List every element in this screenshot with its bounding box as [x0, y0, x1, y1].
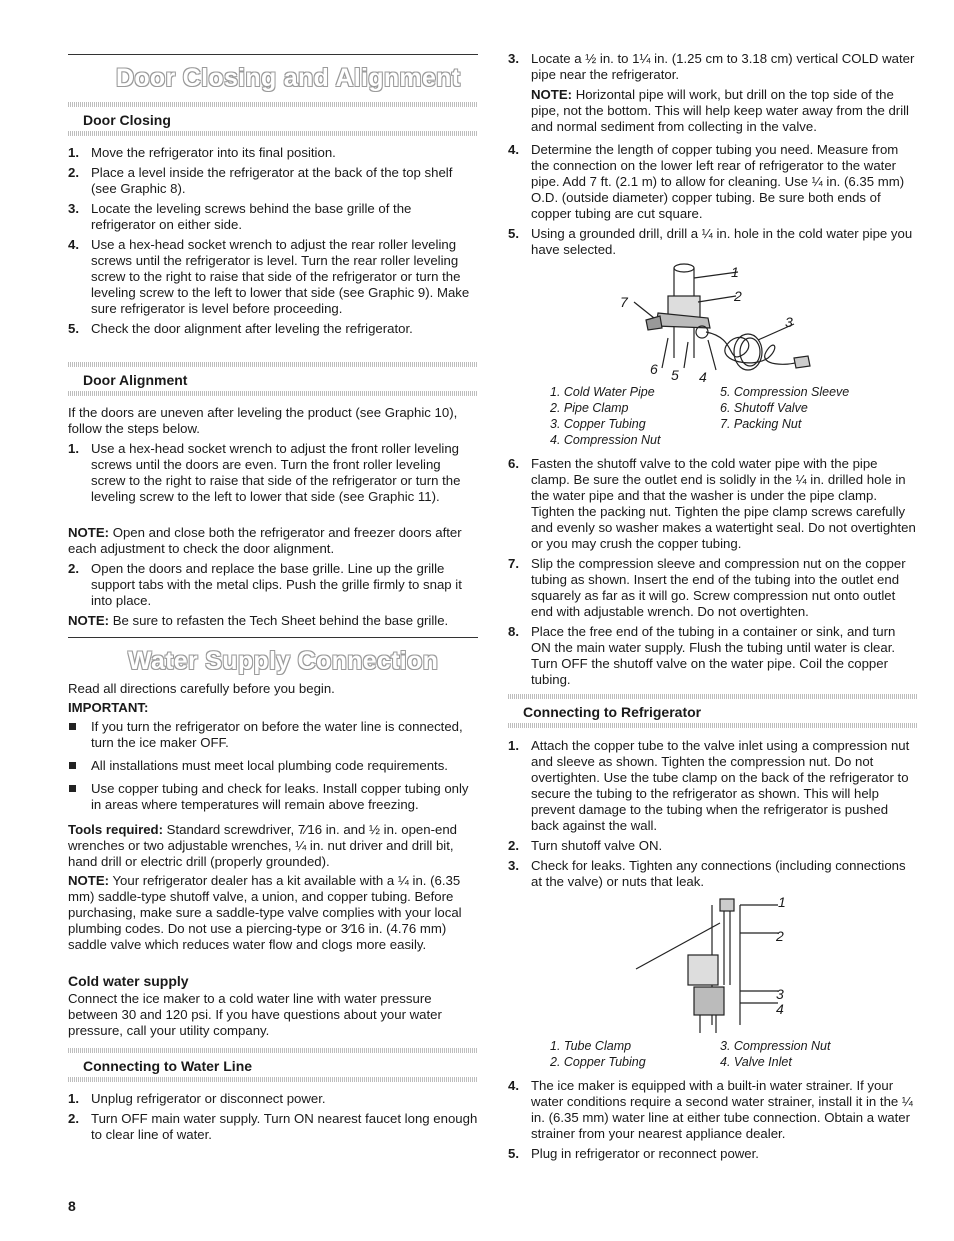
valve-inlet-diagram [628, 895, 788, 1035]
divider [68, 391, 478, 396]
step-item: 3. Check for leaks. Tighten any connections (including connections at the valve) or nuts that leak. [508, 858, 906, 889]
cold-water-heading: Cold water supply [68, 973, 189, 989]
step-item: 2. Open the doors and replace the base grille. Line up the grille support tabs with the metal clips. Push the grille firmly to snap it into place. [68, 561, 462, 608]
callout-4: 4 [699, 369, 707, 385]
important-label: IMPORTANT: [68, 700, 149, 715]
step-item: 2. Place a level inside the refrigerator at the back of the top shelf (see Graphic 8). [68, 165, 453, 196]
water-section-title: Water Supply Connection [128, 647, 439, 675]
section-rule [68, 637, 478, 638]
page-number: 8 [68, 1198, 76, 1214]
step-item: 5. Using a grounded drill, drill a ¼ in. hole in the cold water pipe you have selected. [508, 226, 913, 257]
divider [68, 102, 478, 107]
callout-3: 3 [785, 314, 793, 330]
alignment-intro: If the doors are uneven after leveling the product (see Graphic 10), follow the steps below. [68, 405, 458, 436]
step-item: 5. Plug in refrigerator or reconnect power. [508, 1146, 759, 1161]
cold-water-text: Connect the ice maker to a cold water line with water pressure between 30 and 120 psi. If you have questions about your water pressure, call your utility company. [68, 991, 442, 1038]
step-item: 1. Attach the copper tube to the valve inlet using a compression nut and sleeve as shown. Tighten the compression nut. Do not overtighten. Use the tube clamp on the back of the refrigerator to secure the tubing to the refrigerator as shown. This will help prevent damage to the tubing when the refrigerator is pushed back against the wall. [508, 738, 910, 833]
callout-1: 1 [731, 264, 739, 280]
alignment-step-2 [68, 561, 478, 613]
step-item: 4. The ice maker is equipped with a built-in water strainer. If your water conditions require a second water strainer, install it in the ¼ in. (6.35 mm) water line at either tube connection. Obtain a water strainer from your nearest appliance dealer. [508, 1078, 913, 1141]
callout-valve-inlet: 4 [776, 1001, 784, 1017]
fig1-legend-right: 5. Compression Sleeve 6. Shutoff Valve 7. Packing Nut [720, 385, 850, 431]
steps-3 [508, 51, 918, 87]
step-item: 7. Slip the compression sleeve and compression nut on the copper tubing as shown. Insert the end of the tubing into the outlet end squarely as far as it will go. Screw compression nut onto outlet end with adjustable wrench. Do not overtighten. [508, 556, 906, 619]
callout-compression-nut: 3 [776, 986, 784, 1002]
step-item: 5. Check the door alignment after leveling the refrigerator. [68, 321, 413, 336]
step-item: 2. Turn shutoff valve ON. [508, 838, 663, 853]
fridge-steps [508, 738, 918, 894]
callout-7: 7 [620, 294, 628, 310]
steps-4-5 [508, 142, 918, 262]
step-item: 2. Turn OFF main water supply. Turn ON nearest faucet long enough to clear line of water. [68, 1111, 478, 1142]
alignment-step-1 [68, 441, 478, 509]
divider [508, 723, 918, 728]
door-closing-heading: Door Closing [83, 112, 171, 128]
step-item: 3. Locate a ½ in. to 1¼ in. (1.25 cm to 3.18 cm) vertical COLD water pipe near the refrigerator. [508, 51, 915, 82]
divider [68, 362, 478, 367]
step-item: 4. Determine the length of copper tubing you need. Measure from the connection on the lower left rear of refrigerator to the water pipe. Add 7 ft. (2.1 m) to allow for cleaning. Use ¼ in. (6.35 mm) O.D. (outside diameter) copper tubing. Be sure both ends of copper tubing are cut square. [508, 142, 905, 221]
fig1-legend-left: 1. Cold Water Pipe 2. Pipe Clamp 3. Copper Tubing 4. Compression Nut [550, 385, 661, 447]
alignment-note-1: NOTE: Open and close both the refrigerator and freezer doors after each adjustment to check the door alignment. [68, 525, 462, 556]
water-intro: Read all directions carefully before you begin. [68, 681, 335, 696]
divider [508, 694, 918, 699]
callout-2: 2 [734, 288, 742, 304]
door-section-title: Door Closing and Alignment [116, 64, 461, 92]
step-item: 1. Use a hex-head socket wrench to adjust the front roller leveling screws until the doors are even. Turn the front roller leveling screw to the right to raise that side of the refrigerator or turn the leveling screw to the left to lower that side (see Graphic 11). [68, 441, 461, 504]
step-item: 8. Place the free end of the tubing in a container or sink, and turn ON the main water supply. Flush the tubing until water is clear. Turn OFF the shutoff valve on the water pipe. Coil the copper tubing. [508, 624, 896, 687]
steps-6-8 [508, 456, 918, 692]
water-line-heading: Connecting to Water Line [83, 1058, 253, 1074]
bullet-item: All installations must meet local plumbing code requirements. [68, 758, 478, 774]
door-closing-steps [68, 145, 478, 341]
callout-5: 5 [671, 367, 679, 383]
bullet-item: If you turn the refrigerator on before the water line is connected, turn the ice maker OFF. [68, 719, 478, 751]
bullet-item: Use copper tubing and check for leaks. Install copper tubing only in areas where temperatures will remain above freezing. [68, 781, 478, 813]
fig2-legend-left: 1. Tube Clamp 2. Copper Tubing [550, 1039, 646, 1069]
water-line-steps [68, 1091, 478, 1147]
divider [68, 1048, 478, 1053]
divider [68, 1077, 478, 1082]
tools-required: Tools required: Standard screwdriver, 7⁄16 in. and ½ in. open-end wrenches or two adjustable wrenches, ¼ in. nut driver and drill bit, hand drill or electric drill (properly grounded). [68, 822, 457, 869]
connecting-fridge-heading: Connecting to Refrigerator [523, 704, 702, 720]
shutoff-valve-diagram [598, 258, 838, 383]
step-item: 6. Fasten the shutoff valve to the cold water pipe with the pipe clamp. Be sure the outlet end is solidly in the ¼ in. drilled hole in the water pipe and that the washer is under the pipe clamp. Tighten the packing nut. Tighten the pipe clamp screws carefully and evenly so washer makes a watertight seal. Do not overtighten or you may crush the copper tubing. [508, 456, 916, 551]
step-item: 4. Use a hex-head socket wrench to adjust the rear roller leveling screws until the refrigerator is level. Turn the rear roller leveling screw to the right to raise that side of the refrigerator or turn the leveling screw to the left to lower that side (see Graphic 9). Make sure refrigerator is level before proceeding. [68, 237, 470, 316]
step-item: 1. Move the refrigerator into its final position. [68, 145, 336, 160]
water-note: NOTE: Your refrigerator dealer has a kit available with a ¼ in. (6.35 mm) saddle-type shutoff valve, a union, and copper tubing. Before purchasing, make sure a saddle-type valve complies with your local plumbing codes. Do not use a piercing-type or 3⁄16 in. (4.76 mm) saddle valve which reduces water flow and clogs more easily. [68, 873, 462, 952]
fig2-legend-right: 3. Compression Nut 4. Valve Inlet [720, 1039, 831, 1069]
alignment-note-2: NOTE: Be sure to refasten the Tech Sheet behind the base grille. [68, 613, 449, 628]
final-steps [508, 1078, 918, 1166]
callout-copper-tubing: 2 [776, 928, 784, 944]
step-item: 1. Unplug refrigerator or disconnect power. [68, 1091, 326, 1106]
callout-6: 6 [650, 361, 658, 377]
divider [68, 131, 478, 136]
important-bullets [68, 719, 478, 820]
step-item: 3. Locate the leveling screws behind the base grille of the refrigerator on either side. [68, 201, 412, 232]
section-rule [68, 54, 478, 55]
door-alignment-heading: Door Alignment [83, 372, 188, 388]
callout-tube-clamp: 1 [778, 894, 786, 910]
note-horizontal-pipe: NOTE: Horizontal pipe will work, but drill on the top side of the pipe, not the bottom. This will help keep water away from the drill and normal sediment from collecting in the valve. [531, 87, 909, 134]
